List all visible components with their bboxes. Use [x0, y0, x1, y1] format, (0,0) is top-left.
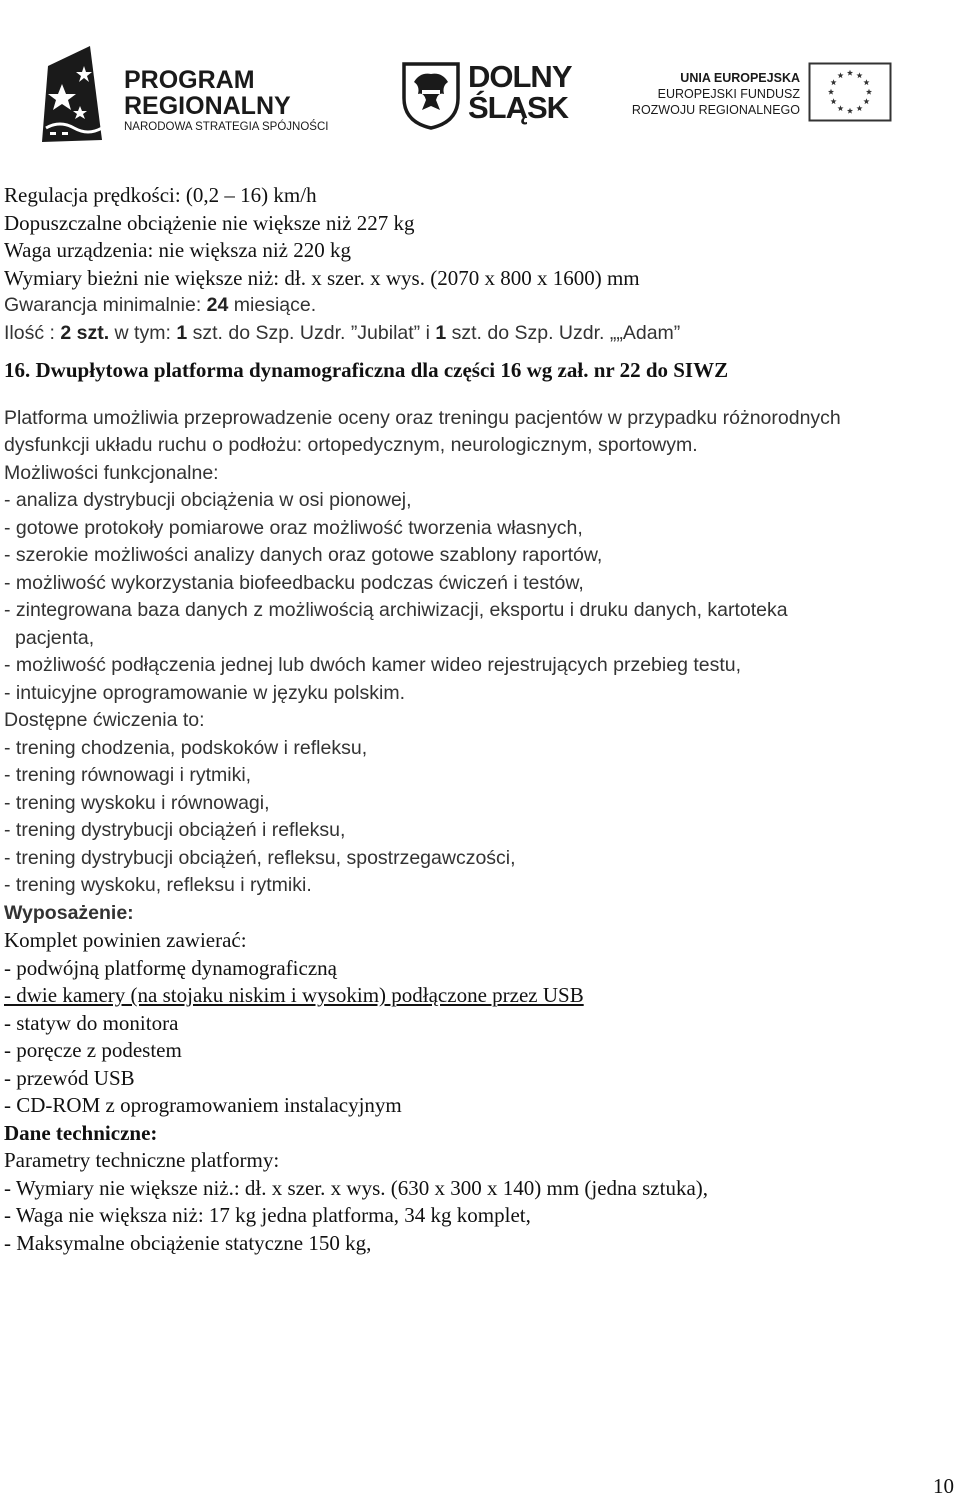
- feature-item: - możliwość podłączenia jednej lub dwóch kamer wideo rejestrujących przebieg testu,: [4, 654, 742, 676]
- equipment-item: - CD-ROM z oprogramowaniem instalacyjnym: [4, 1093, 402, 1117]
- description-line-1: Platforma umożliwia przeprowadzenie oceny oraz treningu pacjentów w przypadku różnorodnych: [4, 406, 841, 429]
- eu-name: UNIA EUROPEJSKA: [680, 71, 800, 85]
- exercises-heading: Dostępne ćwiczenia to:: [4, 709, 205, 731]
- exercise-item: - trening chodzenia, podskoków i refleksu,: [4, 736, 368, 759]
- eu-fund-logo: [631, 62, 900, 124]
- region-name-top: DOLNY: [468, 59, 572, 94]
- spec-line: Dopuszczalne obciążenie nie większe niż 227 kg: [4, 210, 415, 235]
- feature-item: - zintegrowana baza danych z możliwością archiwizacji, eksportu i druku danych, kartoteka: [4, 599, 788, 621]
- tech-item: - Maksymalne obciążenie statyczne 150 kg,: [4, 1230, 372, 1255]
- exercise-item: - trening wyskoku, refleksu i rytmiki.: [4, 874, 312, 896]
- exercise-item: - trening wyskoku i równowagi,: [4, 791, 270, 814]
- warranty-line: Gwarancja minimalnie: 24 miesiące.: [4, 294, 317, 316]
- feature-item-continuation: pacjenta,: [15, 626, 95, 649]
- equipment-item: - poręcze z podestem: [4, 1038, 182, 1062]
- equipment-item: - statyw do monitora: [4, 1010, 179, 1035]
- program-title: PROGRAM: [124, 66, 255, 94]
- eu-fund-purpose: ROZWOJU REGIONALNEGO: [631, 103, 800, 117]
- program-regionalny-logo: [40, 44, 340, 144]
- document-body: [4, 182, 958, 1257]
- feature-item: - gotowe protokoły pomiarowe oraz możliwość tworzenia własnych,: [4, 516, 583, 539]
- tech-item: - Waga nie większa niż: 17 kg jedna platforma, 34 kg komplet,: [4, 1203, 531, 1227]
- exercise-item: - trening równowagi i rytmiki,: [4, 764, 252, 786]
- tech-heading: Dane techniczne:: [4, 1120, 158, 1145]
- equipment-intro: Komplet powinien zawierać:: [4, 928, 247, 952]
- page-header: [0, 0, 960, 175]
- feature-item: - intuicyjne oprogramowanie w języku polskim.: [4, 681, 405, 704]
- description-line-2: dysfunkcji układu ruchu o podłożu: ortopedycznym, neurologicznym, sportowym.: [4, 434, 698, 456]
- section-title: 16. Dwupłytowa platforma dynamograficzna dla części 16 wg zał. nr 22 do SIWZ: [4, 358, 729, 382]
- program-tagline: NARODOWA STRATEGIA SPÓJNOŚCI: [124, 121, 329, 133]
- feature-item: - analiza dystrybucji obciążenia w osi pionowej,: [4, 489, 412, 511]
- feature-item: - możliwość wykorzystania biofeedbacku podczas ćwiczeń i testów,: [4, 571, 584, 594]
- spec-line: Regulacja prędkości: (0,2 – 16) km/h: [4, 183, 317, 207]
- eu-fund-name: EUROPEJSKI FUNDUSZ: [657, 87, 800, 101]
- equipment-item: - podwójną platformę dynamograficzną: [4, 955, 337, 980]
- page-number: 10: [933, 1474, 954, 1498]
- equipment-heading: Wyposażenie:: [4, 901, 134, 924]
- spec-line: Waga urządzenia: nie większa niż 220 kg: [4, 238, 351, 262]
- equipment-item: - przewód USB: [4, 1065, 135, 1090]
- spec-line: Wymiary bieżni nie większe niż: dł. x szer. x wys. (2070 x 800 x 1600) mm: [4, 265, 640, 290]
- quantity-line: Ilość : 2 szt. w tym: 1 szt. do Szp. Uzdr. ”Jubilat” i 1 szt. do Szp. Uzdr. „„Adam”: [4, 321, 681, 344]
- eu-flag-icon: [808, 62, 892, 122]
- tech-intro: Parametry techniczne platformy:: [4, 1148, 280, 1172]
- dolny-slask-logo: [400, 60, 585, 130]
- features-heading: Możliwości funkcjonalne:: [4, 461, 219, 484]
- feature-item: - szerokie możliwości analizy danych oraz gotowe szablony raportów,: [4, 544, 603, 566]
- exercise-item: - trening dystrybucji obciążeń, refleksu, spostrzegawczości,: [4, 846, 516, 869]
- tech-item: - Wymiary nie większe niż.: dł. x szer. x wys. (630 x 300 x 140) mm (jedna sztuka),: [4, 1175, 709, 1200]
- equipment-item: - dwie kamery (na stojaku niskim i wysokim) podłączone przez USB: [4, 983, 584, 1007]
- region-name-bottom: ŚLĄSK: [468, 90, 569, 125]
- coat-of-arms-icon: [400, 60, 462, 130]
- program-subtitle: REGIONALNY: [124, 92, 291, 120]
- exercise-item: - trening dystrybucji obciążeń i refleksu,: [4, 819, 346, 841]
